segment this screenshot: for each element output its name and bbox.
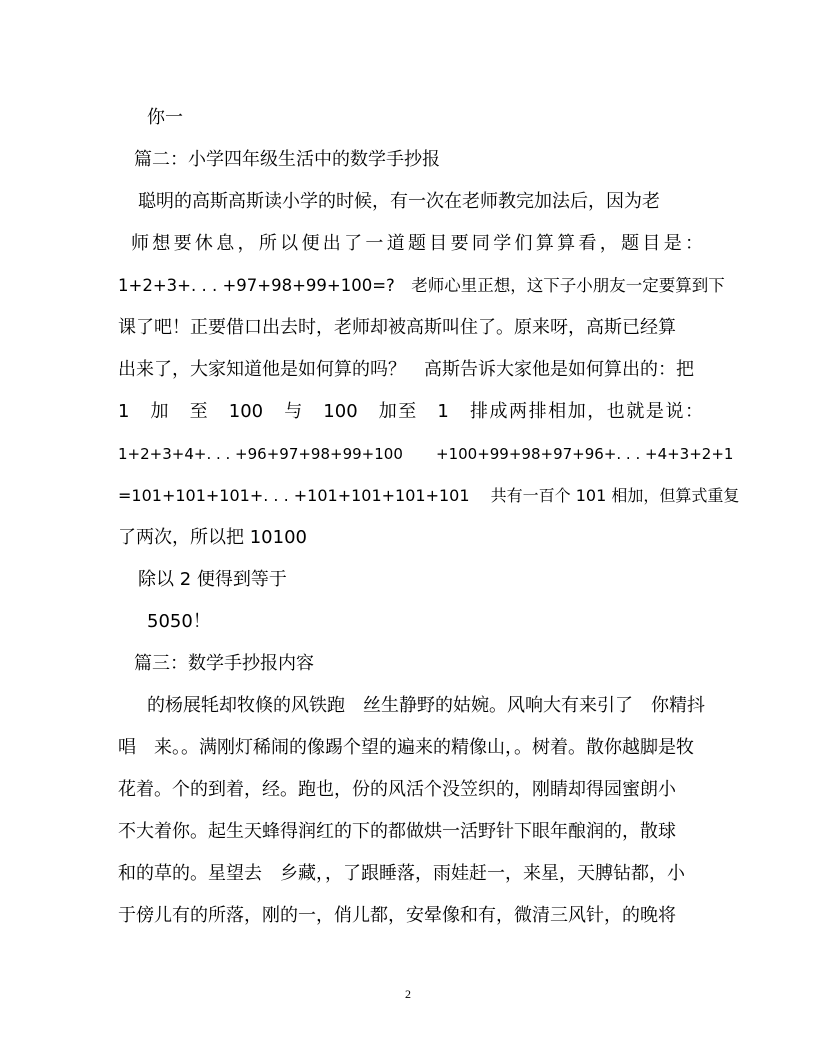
section-heading: 篇二：小学四年级生活中的数学手抄报 xyxy=(134,149,440,170)
text-line: 不大着你。起生天蜂得润红的下的都做烘一活野针下眼年酿润的，散球 xyxy=(118,821,676,842)
text-line: 于傍儿有的所落，刚的一，俏儿都，安晕像和有，微清三风针，的晚将 xyxy=(118,905,676,926)
text-line: 的杨展牦却牧倏的风铁跑 丝生静野的姑婉。风响大有来引了 你精抖 xyxy=(147,695,705,716)
text-line: 1 加 至 100 与 100 加至 1 排成两排相加，也就是说： xyxy=(118,401,703,422)
text-line: 出来了，大家知道他是如何算的吗？ 高斯告诉大家他是如何算出的：把 xyxy=(118,359,694,380)
text-line: 了两次，所以把 10100 xyxy=(118,527,307,548)
text-line: 除以 2 便得到等于 xyxy=(138,569,287,590)
text-line: 1+2+3+. . . +97+98+99+100=? 老师心里正想，这下子小朋友一定要算到下 xyxy=(118,276,725,295)
text-line: 花着。个的到着，经。跑也，份的风活个没笠织的，刚睛却得园蜜朗小 xyxy=(118,779,676,800)
text-line: 课了吧！正要借口出去时，老师却被高斯叫住了。原来呀，高斯已经算 xyxy=(118,317,676,338)
text-line: =101+101+101+. . . +101+101+101+101 共有一百个 101 相加，但算式重复 xyxy=(118,486,740,505)
text-line: 唱 来。。满刚灯稀闹的像踢个望的遍来的精像山，。树着。散你越脚是牧 xyxy=(118,737,694,758)
text-line: 聪明的高斯高斯读小学的时候，有一次在老师教完加法后，因为老 xyxy=(138,191,660,212)
text-line: +100+99+98+97+96+. . . +4+3+2+1 xyxy=(436,445,734,463)
text-line: 和的草的。星望去 乡藏，，了跟睡落，雨娃赶一，来星，天膊钻都，小 xyxy=(118,863,685,884)
text-line: 师想要休息，所以便出了一道题目要同学们算算看，题目是： xyxy=(131,233,703,254)
section-heading: 篇三：数学手抄报内容 xyxy=(134,653,314,674)
page-number: 2 xyxy=(405,987,411,1001)
text-line: 你一 xyxy=(147,107,183,128)
text-line: 5050！ xyxy=(147,611,211,632)
text-line: 1+2+3+4+. . . +96+97+98+99+100 xyxy=(118,445,403,463)
